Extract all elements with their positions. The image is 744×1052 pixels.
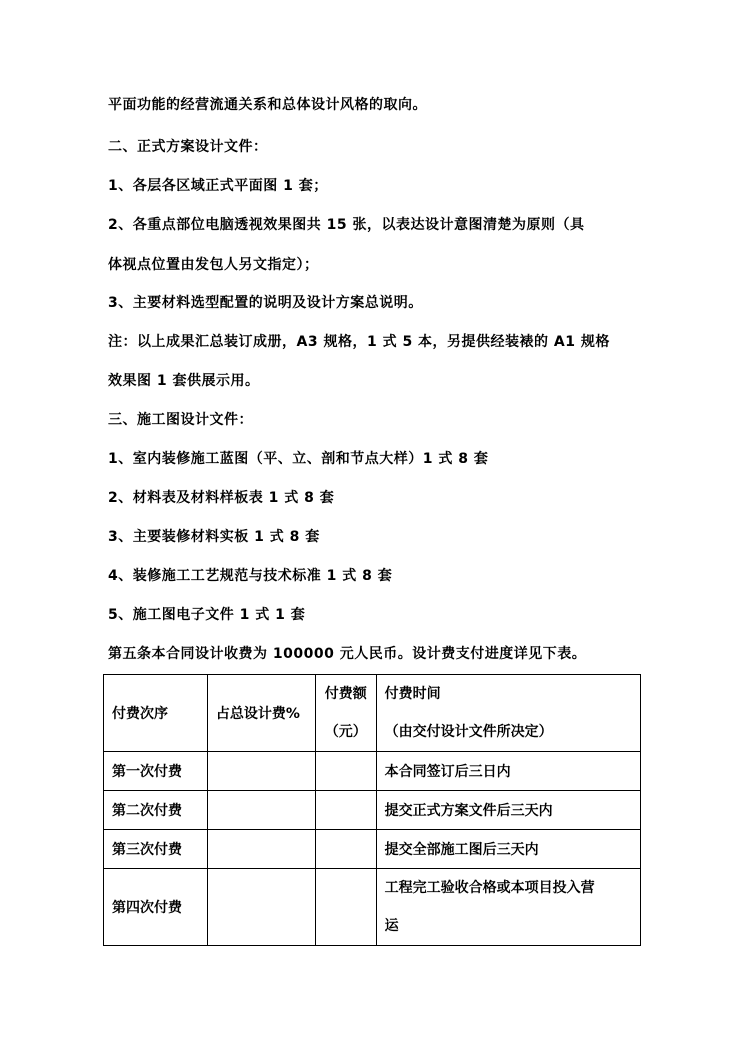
header-time xyxy=(376,675,640,752)
row-time: 提交全部施工图后三天内 xyxy=(376,830,640,869)
row-order: 第一次付费 xyxy=(104,752,208,791)
row-order: 第四次付费 xyxy=(104,869,208,946)
paragraph-line: 2、各重点部位电脑透视效果图共 15 张，以表达设计意图清楚为原则（具 xyxy=(108,217,585,233)
header-time-line2: （由交付设计文件所决定） xyxy=(384,724,553,740)
paragraph-line: 5、施工图电子文件 1 式 1 套 xyxy=(108,607,306,623)
table-row xyxy=(104,869,641,946)
row-percent xyxy=(207,791,315,830)
table-row xyxy=(104,791,641,830)
paragraph-line: 3、主要材料选型配置的说明及设计方案总说明。 xyxy=(108,295,423,311)
row-time-line2: 运 xyxy=(384,918,399,934)
row-time xyxy=(376,869,640,946)
paragraph-line: 平面功能的经营流通关系和总体设计风格的取向。 xyxy=(108,97,427,113)
row-percent xyxy=(207,830,315,869)
table-header-row xyxy=(104,675,641,752)
section-heading: 三、施工图设计文件： xyxy=(108,412,253,428)
row-time: 本合同签订后三日内 xyxy=(376,752,640,791)
header-percent: 占总设计费% xyxy=(207,675,315,752)
row-order: 第三次付费 xyxy=(104,830,208,869)
paragraph-line: 3、主要装修材料实板 1 式 8 套 xyxy=(108,529,320,545)
header-time-line1: 付费时间 xyxy=(384,686,441,702)
paragraph-line: 2、材料表及材料样板表 1 式 8 套 xyxy=(108,490,335,506)
row-amount xyxy=(315,791,376,830)
header-amount xyxy=(315,675,376,752)
header-amount-line1: 付费额 xyxy=(324,686,367,702)
header-order: 付费次序 xyxy=(104,675,208,752)
header-amount-line2: （元） xyxy=(324,724,367,740)
section-heading: 二、正式方案设计文件： xyxy=(108,139,268,155)
row-time-line1: 工程完工验收合格或本项目投入营 xyxy=(384,880,595,896)
row-amount xyxy=(315,869,376,946)
paragraph-line: 4、装修施工工艺规范与技术标准 1 式 8 套 xyxy=(108,568,393,584)
row-amount xyxy=(315,830,376,869)
row-percent xyxy=(207,752,315,791)
paragraph-line: 体视点位置由发包人另文指定）； xyxy=(108,257,319,273)
row-order: 第二次付费 xyxy=(104,791,208,830)
row-time: 提交正式方案文件后三天内 xyxy=(376,791,640,830)
table-row xyxy=(104,752,641,791)
table-row xyxy=(104,830,641,869)
paragraph-line: 1、各层各区域正式平面图 1 套； xyxy=(108,178,328,194)
paragraph-line: 1、室内装修施工蓝图（平、立、剖和节点大样）1 式 8 套 xyxy=(108,451,489,467)
note-line: 注：以上成果汇总装订成册，A3 规格，1 式 5 本，另提供经装裱的 A1 规格 xyxy=(108,334,610,350)
payment-schedule-table xyxy=(103,674,641,946)
row-percent xyxy=(207,869,315,946)
note-line: 效果图 1 套供展示用。 xyxy=(108,373,260,389)
row-amount xyxy=(315,752,376,791)
article-line: 第五条本合同设计收费为 100000 元人民币。设计费支付进度详见下表。 xyxy=(108,646,587,662)
